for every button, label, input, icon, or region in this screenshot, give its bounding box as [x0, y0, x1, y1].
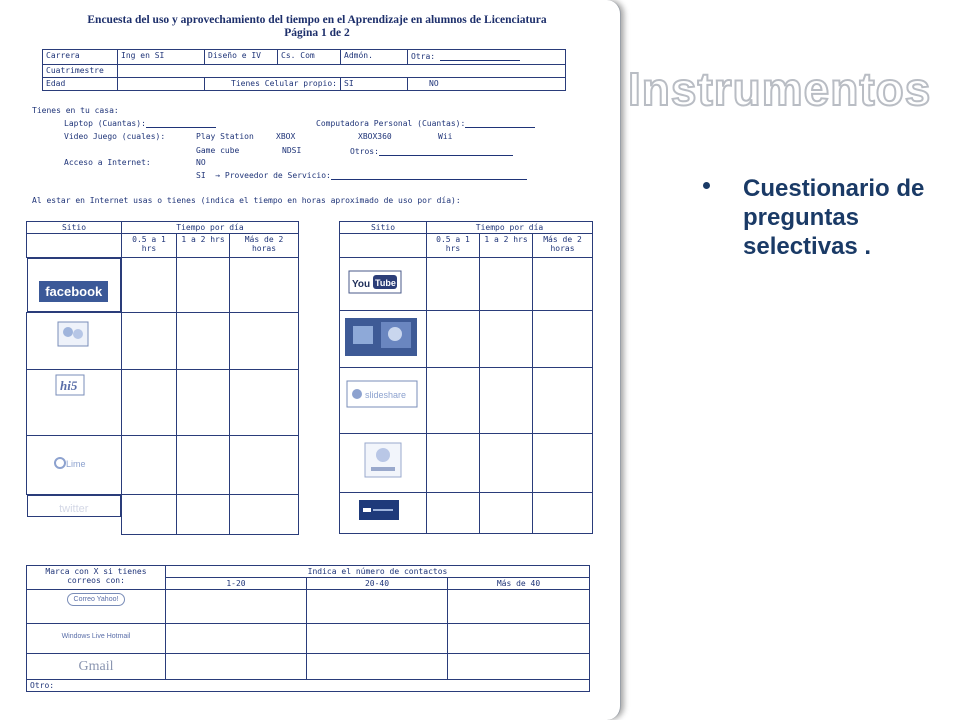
svg-text:Lime: Lime	[66, 459, 86, 469]
slideshare-logo	[340, 368, 427, 434]
lime-logo	[27, 436, 122, 495]
laptop-field: Laptop (Cuantas):	[64, 118, 216, 128]
correos-table: Marca con X si tienes correos con: Indica el número de contactos 1-20 20-40 Más de 40 Correo Yahoo! Windows Live Hotmail Gmail Otro:	[26, 565, 590, 692]
messenger-logo	[27, 313, 122, 370]
carrera-option: Cs. Com	[278, 50, 341, 65]
acceso-label: Acceso a Internet:	[64, 158, 151, 167]
video-option: NDSI	[282, 146, 302, 155]
celular-si: SI	[341, 78, 408, 91]
cuatrimestre-value	[118, 65, 566, 78]
svg-text:hi5: hi5	[60, 378, 78, 393]
yahoo-mail-logo: Correo Yahoo!	[27, 590, 166, 624]
video-option: XBOX360	[358, 132, 392, 141]
facebook-logo: facebook	[27, 258, 122, 312]
edad-label: Edad	[43, 78, 118, 91]
video-label: Video Juego (cuales):	[64, 132, 166, 141]
video-option: XBOX	[276, 132, 296, 141]
document-title: Encuesta del uso y aprovechamiento del tiempo en el Aprendizaje en alumnos de Licenciatura Página 1 de 2	[87, 14, 547, 39]
video-thumbnail	[340, 311, 427, 368]
video-option: Wii	[438, 132, 453, 141]
acceso-no: NO	[196, 158, 206, 167]
carrera-option: Ing en SI	[118, 50, 205, 65]
slide-title: Instrumentos	[628, 63, 932, 115]
sites-table-right: Sitio Tiempo por día 0.5 a 1 hrs 1 a 2 hrs Más de 2 horas You Tube slideshare	[339, 221, 593, 534]
video-option: Game cube	[196, 146, 240, 155]
computadora-field: Computadora Personal (Cuantas):	[316, 118, 535, 128]
personal-info-table	[42, 49, 566, 91]
video-option: Play Station	[196, 132, 254, 141]
carrera-label: Carrera	[43, 50, 118, 65]
acceso-si: SI → Proveedor de Servicio:	[196, 170, 527, 180]
hi5-logo	[27, 370, 122, 436]
svg-text:slideshare: slideshare	[365, 390, 407, 400]
windows-live-logo: Windows Live Hotmail	[27, 624, 166, 654]
gmail-logo: Gmail	[27, 654, 166, 680]
hotmail-logo	[340, 434, 427, 493]
carrera-option: Diseño e IV	[205, 50, 278, 65]
cuatrimestre-label: Cuatrimestre	[43, 65, 118, 78]
svg-text:You: You	[352, 279, 371, 290]
celular-label: Tienes Celular propio:	[205, 78, 341, 91]
edad-value	[118, 78, 205, 91]
youtube-logo	[340, 258, 427, 311]
twitter-logo: twitter	[27, 495, 122, 517]
tienes-label: Tienes en tu casa:	[32, 106, 119, 115]
internet-question: Al estar en Internet usas o tienes (indica el tiempo en horas aproximado de uso por día):	[32, 196, 461, 205]
video-otros: Otros:	[350, 146, 513, 156]
carrera-option: Admón.	[341, 50, 408, 65]
myspace-logo	[340, 493, 427, 534]
bullet-text: Cuestionario de preguntas selectivas .	[743, 175, 925, 260]
bullet-icon	[703, 182, 710, 189]
sites-table-left: Sitio Tiempo por día 0.5 a 1 hrs 1 a 2 hrs Más de 2 horas facebook hi5 Lime twitter	[26, 221, 299, 535]
carrera-otra: Otra:	[408, 50, 566, 65]
svg-text:Tube: Tube	[375, 278, 396, 288]
otro-label: Otro:	[27, 680, 590, 692]
celular-no: NO	[408, 78, 566, 91]
